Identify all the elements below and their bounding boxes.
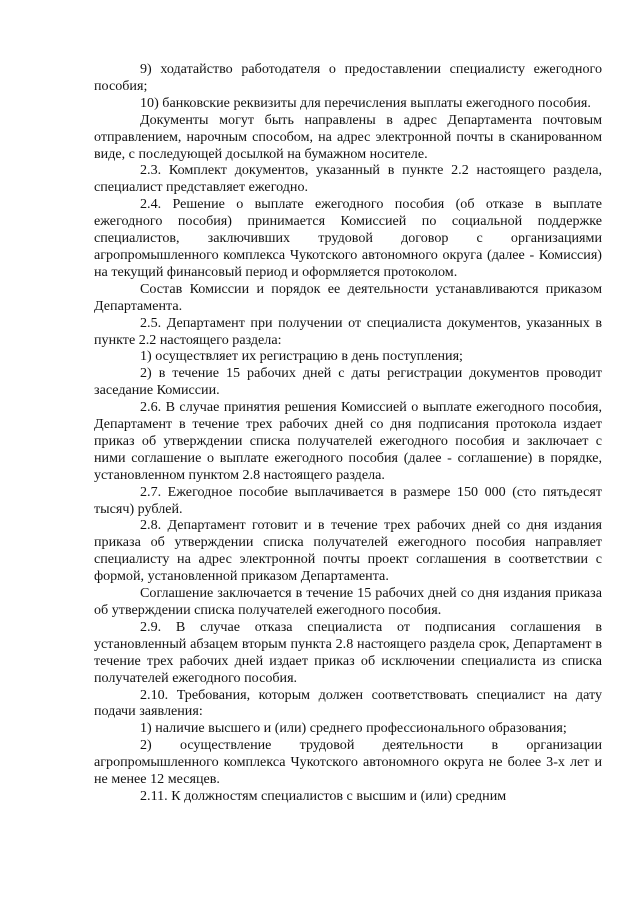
clause-2-5-item-2: 2) в течение 15 рабочих дней с даты регистрации документов проводит заседание Комиссии. [94, 365, 602, 399]
clause-2-9: 2.9. В случае отказа специалиста от подписания соглашения в установленный абзацем вторым пункта 2.8 настоящего раздела срок, Департамент в течение трех рабочих дней издает приказ об исключении специалиста из списка получателей ежегодного пособия. [94, 618, 602, 686]
clause-2-11: 2.11. К должностям специалистов с высшим и (или) средним [140, 787, 507, 804]
list-item-9: 9) ходатайство работодателя о предоставлении специалисту ежегодного пособия; [94, 61, 602, 94]
clause-2-4: 2.4. Решение о выплате ежегодного пособия (об отказе в выплате ежегодного пособия) принимается Комиссией по социальной поддержке специалистов, заключивших трудовой договор с организациями агропромышленного комплекса Чукотского автономного округа (далее - Комиссия) на текущий финансовый период и оформляется протоколом. [94, 196, 602, 280]
paragraph-agreement-term: Соглашение заключается в течение 15 рабочих дней со дня издания приказа об утверждении списка получателей ежегодного пособия. [94, 585, 602, 618]
clause-2-10: 2.10. Требования, которым должен соответствовать специалист на дату подачи заявления: [94, 686, 602, 720]
clause-2-3: 2.3. Комплект документов, указанный в пункте 2.2 настоящего раздела, специалист представляет ежегодно. [94, 162, 602, 196]
clause-2-10-item-2: 2) осуществление трудовой деятельности в организации агропромышленного комплекса Чукотского автономного округа не более 3-х лет и не менее 12 месяцев. [94, 737, 602, 788]
clause-2-5-item-1: 1) осуществляет их регистрацию в день поступления; [140, 348, 463, 365]
paragraph-commission-composition: Состав Комиссии и порядок ее деятельности устанавливаются приказом Департамента. [94, 280, 602, 314]
clause-2-5: 2.5. Департамент при получении от специалиста документов, указанных в пункте 2.2 настоящего раздела: [94, 314, 602, 348]
clause-2-8: 2.8. Департамент готовит и в течение трех рабочих дней со дня издания приказа об утверждении списка получателей ежегодного пособия направляет специалисту на адрес электронной почты проект соглашения в соответствии с формой, установленной приказом Департамента. [94, 517, 602, 585]
list-item-10: 10) банковские реквизиты для перечисления выплаты ежегодного пособия. [140, 94, 591, 111]
clause-2-10-item-1: 1) наличие высшего и (или) среднего профессионального образования; [140, 720, 567, 737]
clause-2-6: 2.6. В случае принятия решения Комиссией о выплате ежегодного пособия, Департамент в течение трех рабочих дней со дня подписания протокола издает приказ об утверждении списка получателей ежегодного пособия и заключает с ними соглашение о выплате ежегодного пособия (далее - соглашение) в порядке, установленном пунктом 2.8 настоящего раздела. [94, 399, 602, 483]
paragraph-documents-delivery: Документы могут быть направлены в адрес Департамента почтовым отправлением, нарочным способом, на адрес электронной почты в сканированном виде, с последующей досылкой на бумажном носителе. [94, 111, 602, 162]
clause-2-7: 2.7. Ежегодное пособие выплачивается в размере 150 000 (сто пятьдесят тысяч) рублей. [94, 483, 602, 517]
